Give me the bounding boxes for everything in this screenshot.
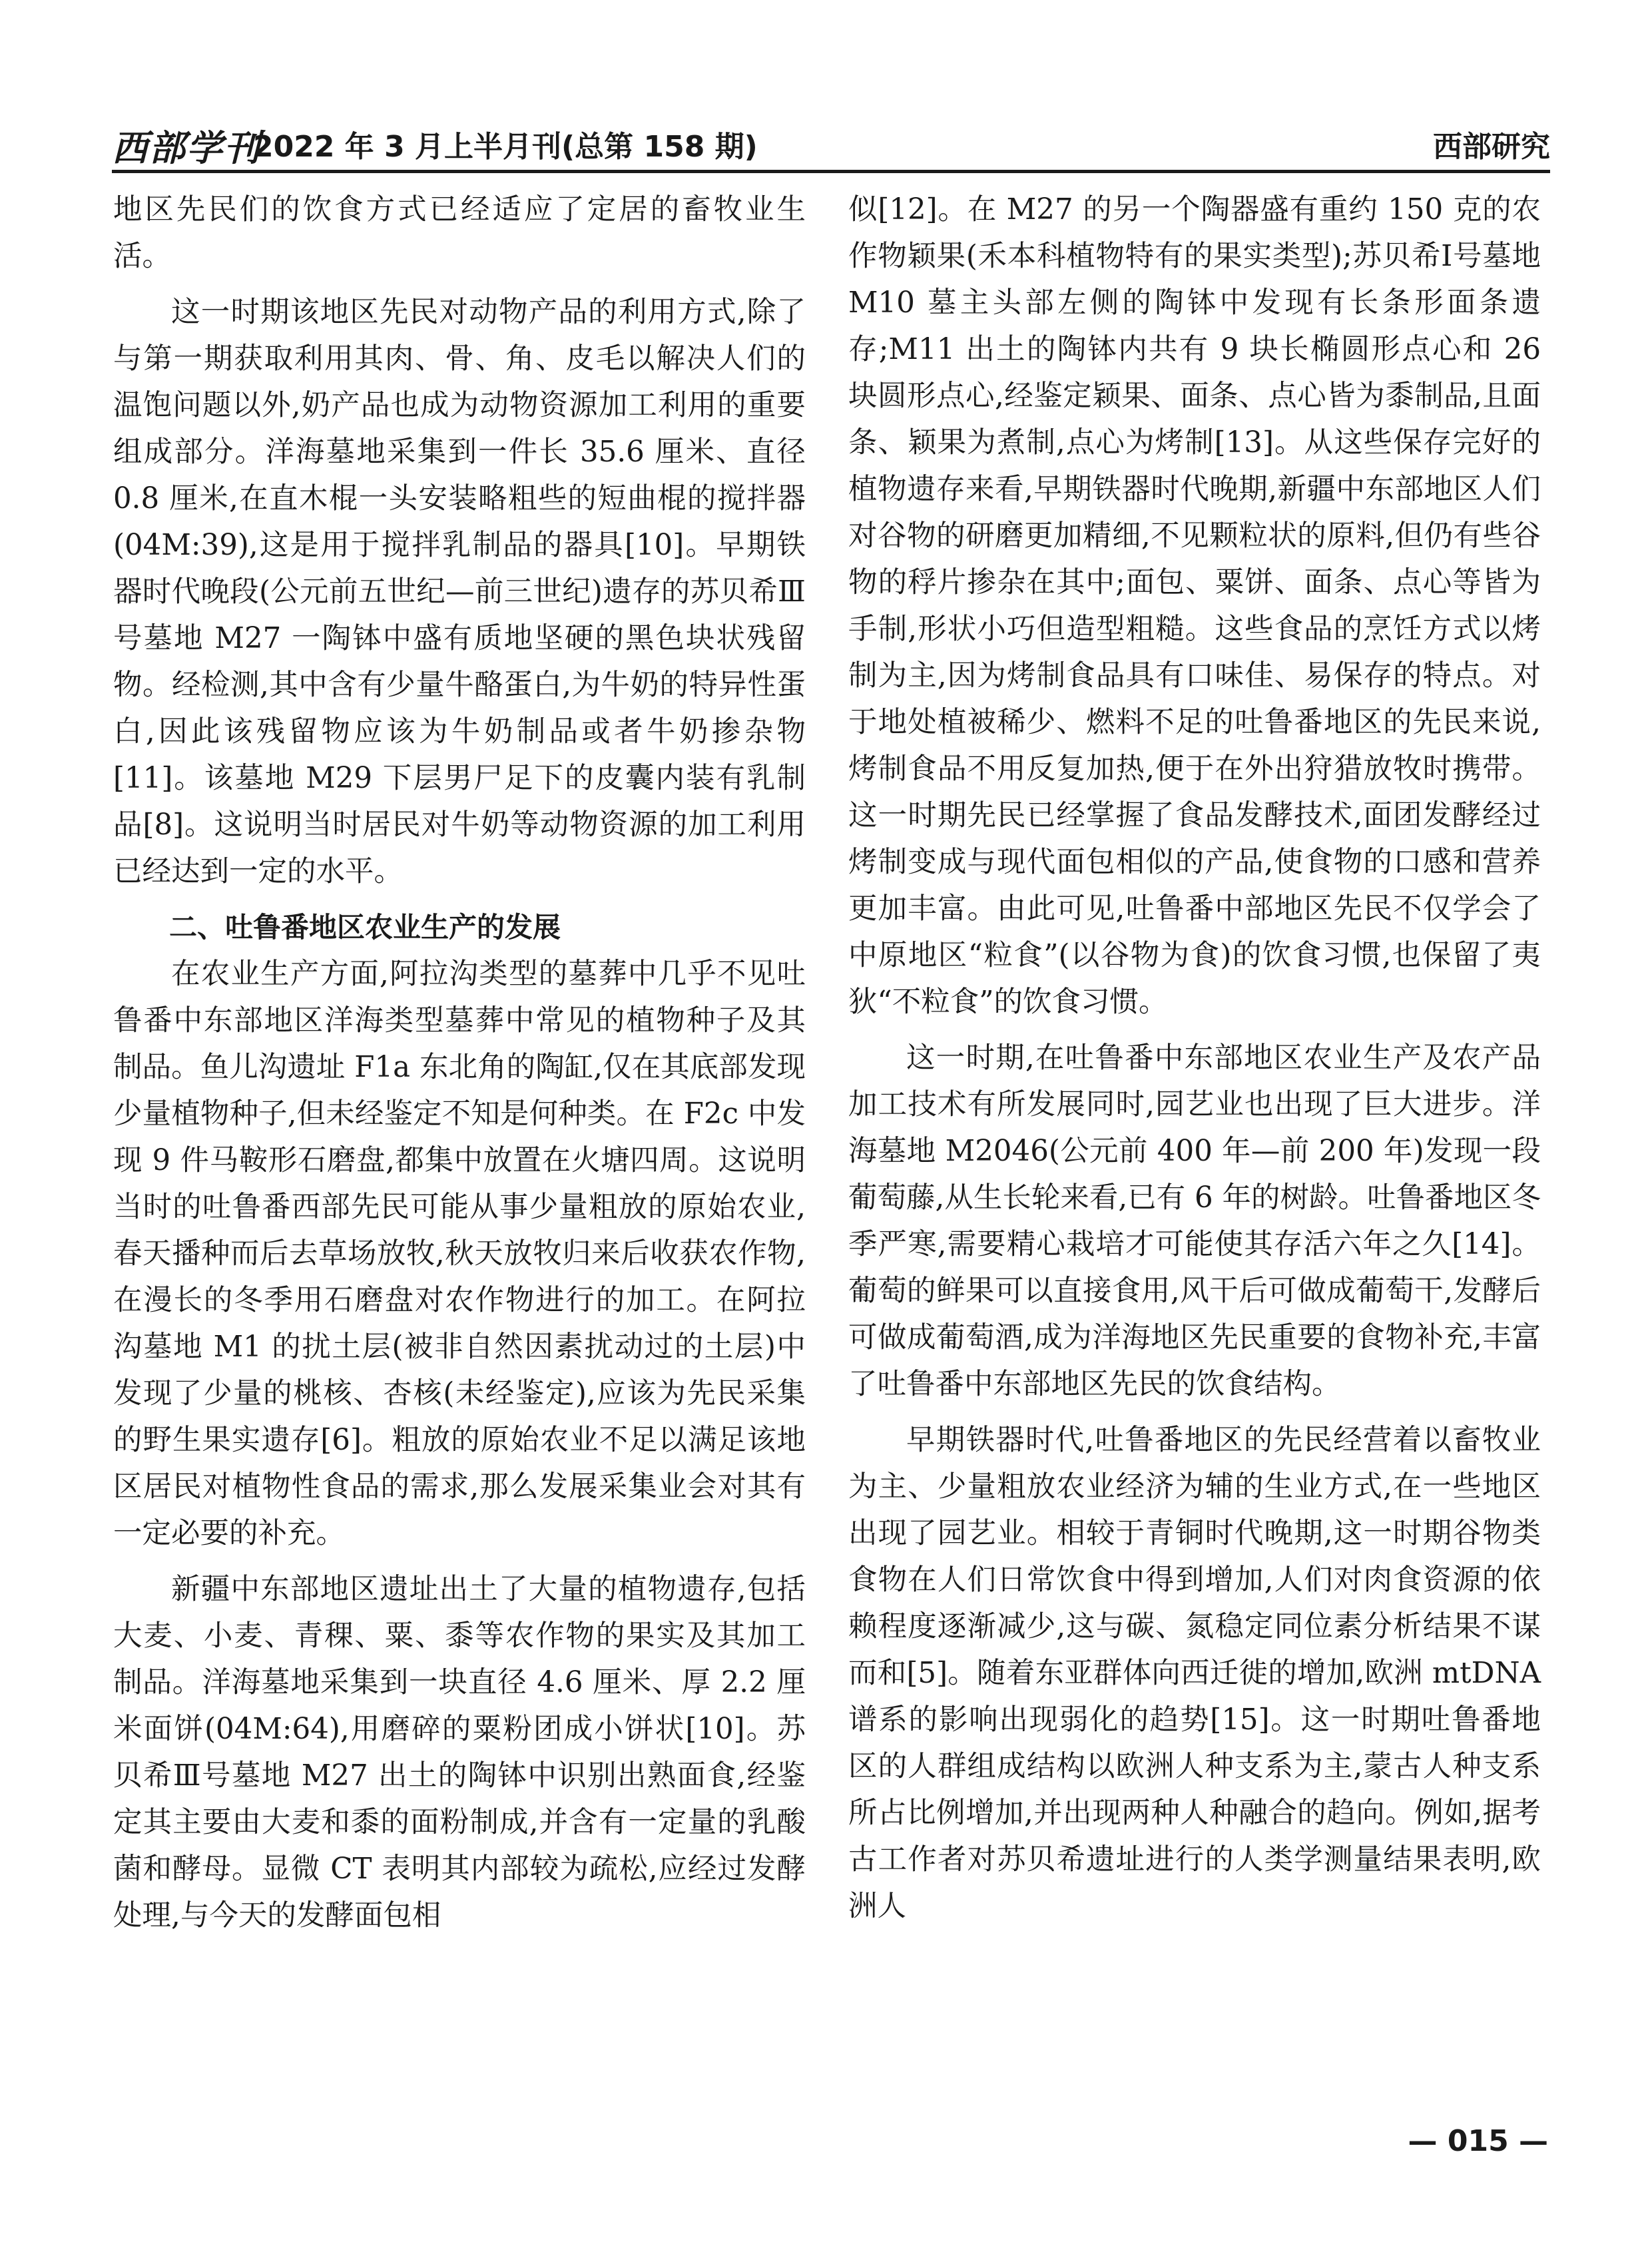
paragraph: 在农业生产方面,阿拉沟类型的墓葬中几乎不见吐鲁番中东部地区洋海类型墓葬中常见的植物种子及其制品。鱼儿沟遗址 F1a 东北角的陶缸,仅在其底部发现少量植物种子,但未经鉴定不知是何种类。在 F2c 中发现 9 件马鞍形石磨盘,都集中放置在火塘四周。这说明当时的吐鲁番西部先民可能从事少量粗放的原始农业,春天播种而后去草场放牧,秋天放牧归来后收获农作物,在漫长的冬季用石磨盘对农作物进行的加工。在阿拉沟墓地 M1 的扰土层(被非自然因素扰动过的土层)中发现了少量的桃核、杏核(未经鉴定),应该为先民采集的野生果实遗存[6]。粗放的原始农业不足以满足该地区居民对植物性食品的需求,那么发展采集业会对其有一定必要的补充。 (113, 958, 806, 1550)
paragraph: 这一时期该地区先民对动物产品的利用方式,除了与第一期获取利用其肉、骨、角、皮毛以解决人们的温饱问题以外,奶产品也成为动物资源加工利用的重要组成部分。洋海墓地采集到一件长 35.6 厘米、直径 0.8 厘米,在直木棍一头安装略粗些的短曲棍的搅拌器(04M:39),这是用于搅拌乳制品的器具[10]。早期铁器时代晚段(公元前五世纪—前三世纪)遗存的苏贝希Ⅲ号墓地 M27 一陶钵中盛有质地坚硬的黑色块状残留物。经检测,其中含有少量牛酪蛋白,为牛奶的特异性蛋白,因此该残留物应该为牛奶制品或者牛奶掺杂物[11]。该墓地 M29 下层男尸足下的皮囊内装有乳制品[8]。这说明当时居民对牛奶等动物资源的加工利用已经达到一定的水平。 (113, 296, 806, 888)
paragraph: 新疆中东部地区遗址出土了大量的植物遗存,包括大麦、小麦、青稞、粟、黍等农作物的果实及其加工制品。洋海墓地采集到一块直径 4.6 厘米、厚 2.2 厘米面饼(04M:64),用磨碎的粟粉团成小饼状[10]。苏贝希Ⅲ号墓地 M27 出土的陶钵中识别出熟面食,经鉴定其主要由大麦和黍的面粉制成,并含有一定量的乳酸菌和酵母。显微 CT 表明其内部较为疏松,应经过发酵处理,与今天的发酵面包相 (113, 1573, 806, 1932)
paragraph: 这一时期,在吐鲁番中东部地区农业生产及农产品加工技术有所发展同时,园艺业也出现了巨大进步。洋海墓地 M2046(公元前 400 年—前 200 年)发现一段葡萄藤,从生长轮来看,已有 6 年的树龄。吐鲁番地区冬季严寒,需要精心栽培才可能使其存活六年之久[14]。葡萄的鲜果可以直接食用,风干后可做成葡萄干,发酵后可做成葡萄酒,成为洋海地区先民重要的食物补充,丰富了吐鲁番中东部地区先民的饮食结构。 (848, 1041, 1541, 1401)
paragraph: 地区先民们的饮食方式已经适应了定居的畜牧业生活。 (113, 193, 806, 273)
paragraph: 似[12]。在 M27 的另一个陶器盛有重约 150 克的农作物颖果(禾本科植物特有的果实类型);苏贝希Ⅰ号墓地 M10 墓主头部左侧的陶钵中发现有长条形面条遗存;M11 出土的陶钵内共有 9 块长椭圆形点心和 26 块圆形点心,经鉴定颖果、面条、点心皆为黍制品,且面条、颖果为煮制,点心为烤制[13]。从这些保存完好的植物遗存来看,早期铁器时代晚期,新疆中东部地区人们对谷物的研磨更加精细,不见颗粒状的原料,但仍有些谷物的稃片掺杂在其中;面包、粟饼、面条、点心等皆为手制,形状小巧但造型粗糙。这些食品的烹饪方式以烤制为主,因为烤制食品具有口味佳、易保存的特点。对于地处植被稀少、燃料不足的吐鲁番地区的先民来说,烤制食品不用反复加热,便于在外出狩猎放牧时携带。这一时期先民已经掌握了食品发酵技术,面团发酵经过烤制变成与现代面包相似的产品,使食物的口感和营养更加丰富。由此可见,吐鲁番中部地区先民不仅学会了中原地区“粒食”(以谷物为食)的饮食习惯,也保留了夷狄“不粒食”的饮食习惯。 (848, 193, 1541, 1019)
page-number: — 015 — (1408, 2124, 1548, 2158)
journal-logo: 西部学刊 (112, 127, 261, 169)
section-title: 西部研究 (1433, 130, 1550, 164)
section-heading: 二、吐鲁番地区农业生产的发展 (169, 911, 561, 944)
left-column (113, 186, 806, 1939)
header-rule (112, 170, 1550, 173)
running-header (112, 119, 1550, 169)
right-column (848, 186, 1541, 1930)
issue-info: 2022 年 3 月上半月刊(总第 158 期) (253, 130, 758, 164)
paragraph: 早期铁器时代,吐鲁番地区的先民经营着以畜牧业为主、少量粗放农业经济为辅的生业方式,在一些地区出现了园艺业。相较于青铜时代晚期,这一时期谷物类食物在人们日常饮食中得到增加,人们对肉食资源的依赖程度逐渐减少,这与碳、氮稳定同位素分析结果不谋而和[5]。随着东亚群体向西迁徙的增加,欧洲 mtDNA 谱系的影响出现弱化的趋势[15]。这一时期吐鲁番地区的人群组成结构以欧洲人种支系为主,蒙古人种支系所占比例增加,并出现两种人种融合的趋向。例如,据考古工作者对苏贝希遗址进行的人类学测量结果表明,欧洲人 (848, 1424, 1541, 1923)
